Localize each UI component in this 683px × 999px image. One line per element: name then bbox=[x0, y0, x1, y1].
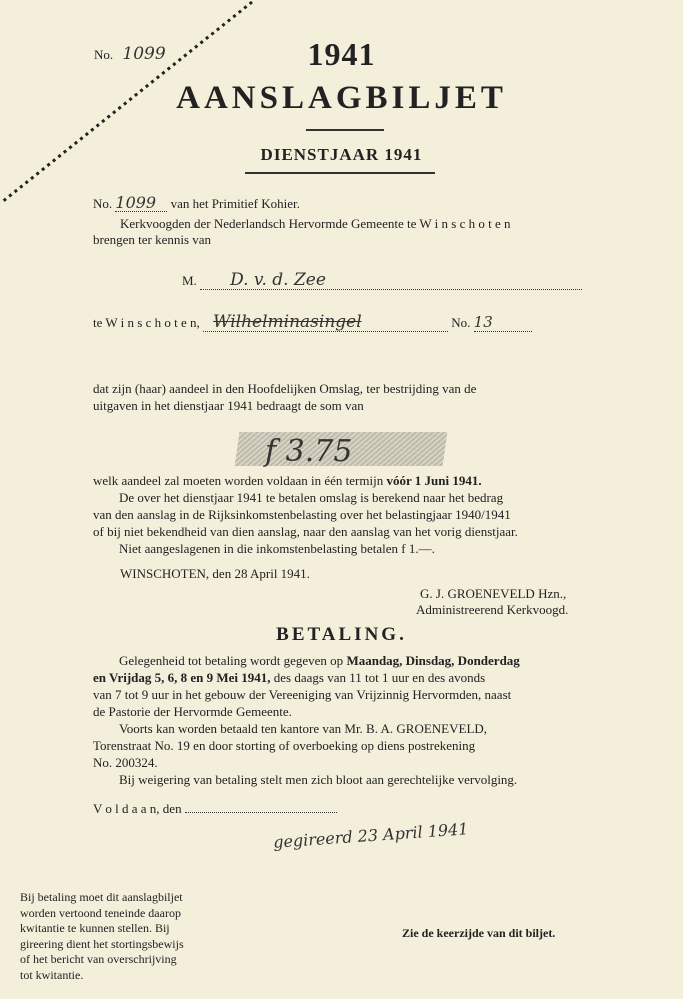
see-reverse-note: Zie de keerzijde van dit biljet. bbox=[402, 926, 556, 940]
document-subtitle: DIENSTJAAR 1941 bbox=[260, 145, 423, 164]
signatory-role: Administreerend Kerkvoogd. bbox=[416, 602, 569, 617]
share-text: dat zijn (haar) aandeel in den Hoofdelijken Omslag, ter bestrijding van de uitgaven in het dienstjaar 1941 bedraagt de som van bbox=[93, 381, 477, 413]
recipient-name: D. v. d. Zee bbox=[200, 272, 582, 290]
kerkvoogden-line: Kerkvoogden der Nederlandsch Hervormde Gemeente te W i n s c h o t e n bbox=[120, 216, 511, 231]
amount-value: f 3.75 bbox=[265, 434, 353, 469]
number-value: 1099 bbox=[122, 44, 166, 64]
title-divider bbox=[306, 129, 384, 131]
recipient-name-line: M. D. v. d. Zee bbox=[182, 272, 582, 290]
place-date: WINSCHOTEN, den 28 April 1941. bbox=[120, 566, 310, 581]
footnote: Bij betaling moet dit aanslagbiljet worden vertoond teneinde daarop kwitantie te kunnen stellen. Bij gireering dient het stortingsbewijs of het bericht van overschrijving tot kwitantie. bbox=[20, 890, 184, 982]
kohier-number: 1099 bbox=[115, 194, 167, 212]
payment-term: welk aandeel zal moeten worden voldaan in één termijn vóór 1 Juni 1941. De over het dienstjaar 1941 te betalen omslag is berekend naar het bedrag van den aanslag in de Rijksinkomstenbelasting over het belastingjaar 1940/1941 of bij niet bekendheid van dien aanslag, naar den aanslag van het vorig dienstjaar. Niet aangeslagenen in die inkomstenbelasting betalen f 1.—. bbox=[93, 473, 518, 556]
voldaan-line: V o l d a a n, den bbox=[93, 800, 337, 817]
subtitle-underline bbox=[245, 172, 435, 174]
recipient-address-line: te W i n s c h o t e n, Wilhelminasingel No. 13 bbox=[93, 314, 532, 332]
recipient-house-number: 13 bbox=[474, 314, 532, 332]
recipient-street: Wilhelminasingel bbox=[203, 314, 448, 332]
betaling-text: Gelegenheid tot betaling wordt gegeven op Maandag, Dinsdag, Donderdag en Vrijdag 5, 6, 8 en 9 Mei 1941, des daags van 11 tot 1 uur en des avonds van 7 tot 9 uur in het gebouw der Vereeniging van Vrijzinnig Hervormden, naast de Pastorie der Hervormde Gemeente. Voorts kan worden betaald ten kantore van Mr. B. A. GROENEVELD, Torenstraat No. 19 en door storting of overboeking op diens postrekening No. 200324. Bij weigering van betaling stelt men zich bloot aan gerechtelijke vervolging. bbox=[93, 653, 520, 787]
betaling-heading: BETALING. bbox=[276, 624, 407, 645]
payment-note-handwritten: gegireerd 23 April 1941 bbox=[272, 819, 469, 852]
document-title: AANSLAGBILJET bbox=[176, 80, 507, 116]
document-year: 1941 bbox=[307, 36, 376, 72]
signatory-name: G. J. GROENEVELD Hzn., bbox=[420, 586, 567, 601]
number-label: No. bbox=[94, 47, 114, 62]
kohier-line: No. 1099 van het Primitief Kohier. bbox=[93, 193, 300, 212]
kennis-line: brengen ter kennis van bbox=[93, 232, 212, 247]
